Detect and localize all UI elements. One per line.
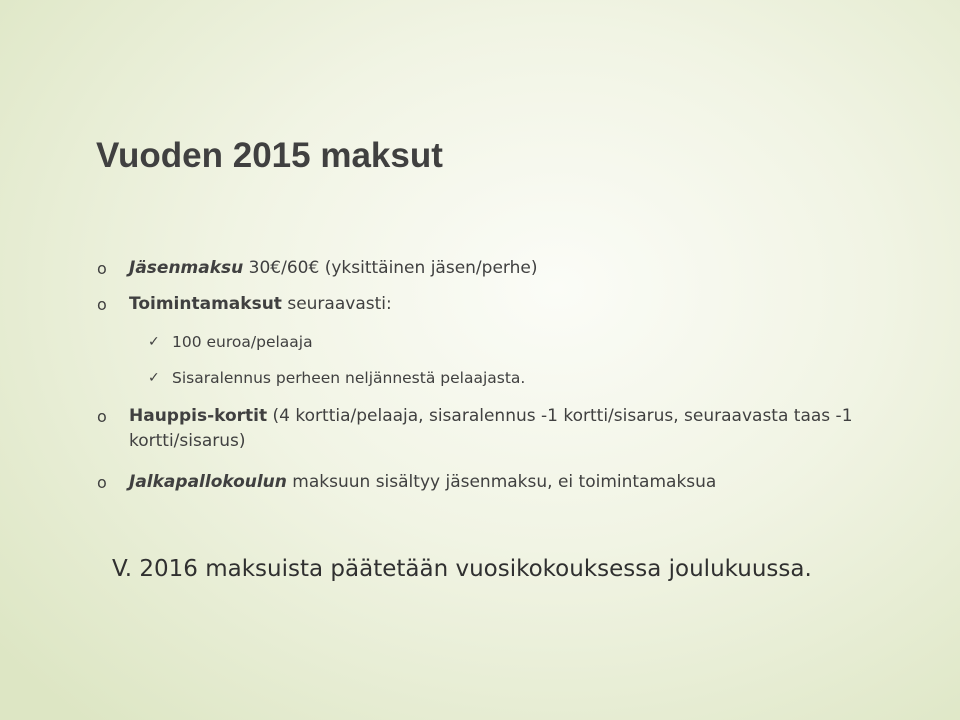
bullet-label: Hauppis-kortit <box>129 406 268 426</box>
bullet-marker: o <box>97 295 107 314</box>
checkmark-icon: ✓ <box>148 370 160 386</box>
bullet-marker: o <box>97 407 107 426</box>
bullet-body: maksuun sisältyy jäsenmaksu, ei toimintamaksua <box>286 472 717 492</box>
bullet-body: 30€/60€ (yksittäinen jäsen/perhe) <box>243 258 538 278</box>
bullet-marker: o <box>97 473 107 492</box>
sub-item-discount <box>148 367 848 389</box>
bullet-jalkapallokoulu <box>97 470 897 495</box>
bullet-text <box>129 256 897 281</box>
bullet-label: Toimintamaksut <box>129 294 282 314</box>
checkmark-icon: ✓ <box>148 334 160 350</box>
bullet-marker: o <box>97 259 107 278</box>
sub-item-text: Sisaralennus perheen neljännestä pelaajasta. <box>172 369 526 387</box>
bullet-body: (4 korttia/pelaaja, sisaralennus -1 kortti/sisarus, seuraavasta taas -1 kortti/sisarus) <box>129 406 853 451</box>
slide-title: Vuoden 2015 maksut <box>96 136 443 175</box>
bullet-text <box>129 292 897 317</box>
bullet-text <box>129 404 897 454</box>
sub-item-price <box>148 331 848 353</box>
footer-note: V. 2016 maksuista päätetään vuosikokouksessa joulukuussa. <box>112 556 812 582</box>
bullet-label: Jalkapallokoulun <box>129 472 287 492</box>
bullet-body: seuraavasti: <box>281 294 392 314</box>
bullet-label: Jäsenmaksu <box>129 258 244 278</box>
bullet-text <box>129 470 897 495</box>
bullet-jasenmaksu <box>97 256 897 281</box>
sub-item-text: 100 euroa/pelaaja <box>172 333 313 351</box>
bullet-toimintamaksut <box>97 292 897 317</box>
bullet-hauppis-kortit <box>97 404 897 454</box>
